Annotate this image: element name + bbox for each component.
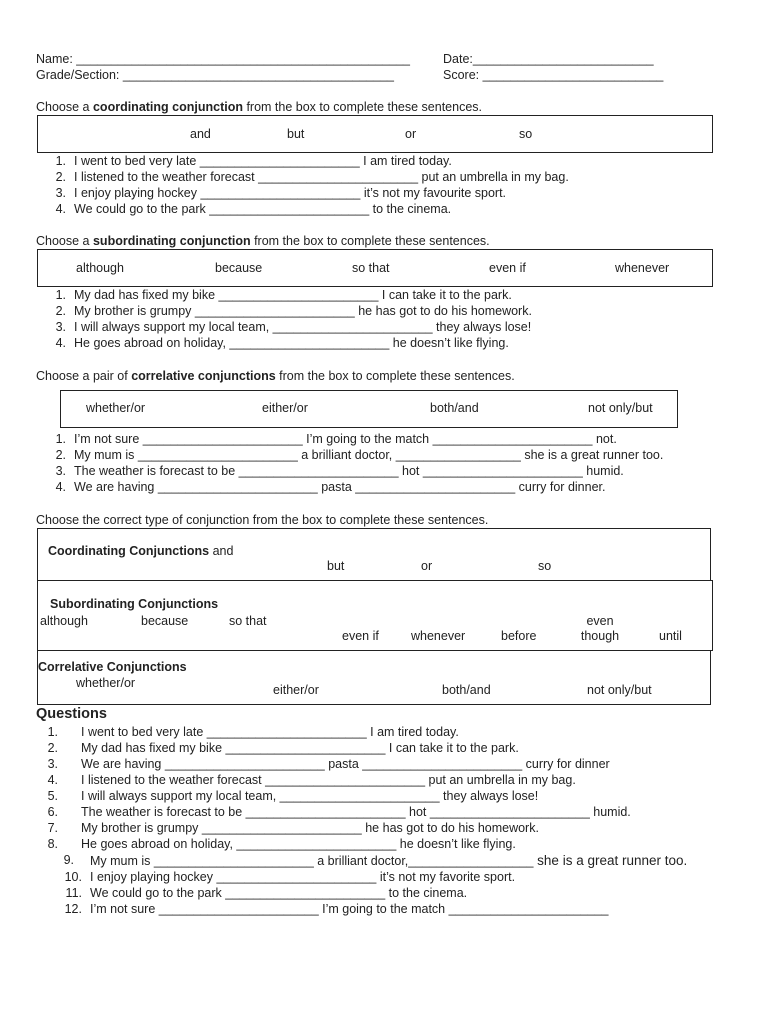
item-number: 12. <box>64 902 82 916</box>
item-number: 1. <box>55 288 66 302</box>
item-number: 3. <box>47 757 58 771</box>
word-box-item: or <box>421 559 433 573</box>
section1-instruction <box>36 100 482 114</box>
word-box-item: so that <box>352 261 390 275</box>
word-box-item: whenever <box>615 261 670 275</box>
list-item: He goes abroad on holiday, _______________________ he doesn’t like flying. <box>74 336 509 350</box>
word-box-item: both/and <box>442 683 491 697</box>
grade-section-field[interactable]: Grade/Section: _______________________________________ <box>36 68 394 82</box>
list-item: I went to bed very late _______________________ I am tired today. <box>74 154 452 168</box>
list-item: I will always support my local team, _______________________ they always lose! <box>81 789 539 803</box>
word-box-item: so that <box>229 614 267 628</box>
item-number: 6. <box>47 805 58 819</box>
section3-instruction-post: from the box to complete these sentences. <box>275 369 515 383</box>
section3-instruction <box>36 369 515 383</box>
word-box-item: either/or <box>262 401 308 415</box>
word-box-item: or <box>405 127 417 141</box>
word-box-item: because <box>215 261 263 275</box>
list-item: We are having _______________________ pasta _______________________ curry for dinner <box>81 757 610 771</box>
list-item: I will always support my local team, _______________________ they always lose! <box>74 320 532 334</box>
item-number: 9. <box>63 853 74 867</box>
list-item-tail: she is a great runner too. <box>533 853 688 868</box>
list-item: I enjoy playing hockey _______________________ it’s not my favourite sport. <box>74 186 507 200</box>
word-box-item: whether/or <box>86 401 146 415</box>
section2-instruction-post: from the box to complete these sentences. <box>250 234 490 248</box>
date-field[interactable]: Date:__________________________ <box>443 52 654 66</box>
coordinating-group-title <box>48 544 233 558</box>
word-box-item: not only/but <box>588 401 653 415</box>
list-item: I listened to the weather forecast _______________________ put an umbrella in my bag. <box>74 170 569 184</box>
list-item: I’m not sure _______________________ I’m going to the match _______________________ not. <box>74 432 617 446</box>
item-number: 11. <box>65 886 82 900</box>
list-item: The weather is forecast to be _______________________ hot _______________________ humid. <box>81 805 631 819</box>
word-box-item: so <box>538 559 552 573</box>
list-item: We could go to the park _______________________ to the cinema. <box>74 202 452 216</box>
coordinating-group-label: Coordinating Conjunctions <box>48 544 210 558</box>
word-box-item: although <box>76 261 124 275</box>
coordinating-group-box <box>37 528 711 581</box>
list-item: The weather is forecast to be _______________________ hot _______________________ humid. <box>74 464 624 478</box>
word-box-item: whether/or <box>76 676 136 690</box>
list-item-text: My mum is _______________________ a brilliant doctor,__________________ <box>90 854 534 868</box>
item-number: 4. <box>55 202 66 216</box>
item-number: 1. <box>55 432 66 446</box>
subordinating-word-box <box>37 249 713 287</box>
section2-instruction-bold: subordinating conjunction <box>92 234 251 248</box>
item-number: 10. <box>64 870 82 884</box>
list-item: My brother is grumpy _______________________ he has got to do his homework. <box>81 821 539 835</box>
item-number: 8. <box>47 837 58 851</box>
section2-instruction <box>36 234 490 248</box>
word-box-item: although <box>40 614 88 628</box>
item-number: 5. <box>47 789 58 803</box>
item-number: 2. <box>55 304 66 318</box>
word-box-item: until <box>659 629 682 643</box>
word-box-item: and <box>190 127 211 141</box>
item-number: 4. <box>55 480 66 494</box>
item-number: 7. <box>47 821 58 835</box>
correlative-group-box <box>37 650 711 705</box>
section1-instruction-post: from the box to complete these sentences. <box>242 100 483 114</box>
subordinating-group-label: Subordinating Conjunctions <box>50 597 219 611</box>
word-box-item: because <box>141 614 189 628</box>
list-item <box>90 853 687 868</box>
word-box-item: but <box>287 127 305 141</box>
item-number: 4. <box>55 336 66 350</box>
list-item: My brother is grumpy _______________________ he has got to do his homework. <box>74 304 532 318</box>
list-item: We are having _______________________ pasta _______________________ curry for dinner. <box>74 480 606 494</box>
item-number: 2. <box>47 741 58 755</box>
word-box-item: either/or <box>273 683 319 697</box>
questions-heading: Questions <box>36 706 107 722</box>
word-box-item: not only/but <box>587 683 652 697</box>
word-box-item: even if <box>342 629 379 643</box>
section1-instruction-pre: Choose a <box>36 100 93 114</box>
word-box-item: whenever <box>411 629 466 643</box>
section1-instruction-bold: coordinating conjunction <box>92 100 243 114</box>
correlative-group-label: Correlative Conjunctions <box>38 660 187 674</box>
word-box-item: even though <box>580 614 620 643</box>
section3-instruction-bold: correlative conjunctions <box>131 369 276 383</box>
section3-instruction-pre: Choose a pair of <box>36 369 132 383</box>
list-item: He goes abroad on holiday, _______________________ he doesn’t like flying. <box>81 837 516 851</box>
word-box-item: even if <box>489 261 526 275</box>
coordinating-word-box <box>37 115 713 153</box>
item-number: 1. <box>47 725 58 739</box>
list-item: I went to bed very late _______________________ I am tired today. <box>81 725 459 739</box>
item-number: 2. <box>55 170 66 184</box>
section2-instruction-pre: Choose a <box>36 234 93 248</box>
item-number: 2. <box>55 448 66 462</box>
word-box-item: before <box>501 629 537 643</box>
word-box-item: so <box>519 127 533 141</box>
word-box-item: but <box>327 559 345 573</box>
list-item: I’m not sure _______________________ I’m going to the match _______________________ <box>90 902 609 916</box>
score-field[interactable]: Score: __________________________ <box>443 68 664 82</box>
list-item: I enjoy playing hockey _______________________ it’s not my favorite sport. <box>90 870 516 884</box>
list-item: My mum is _______________________ a brilliant doctor, __________________ she is a great runner too. <box>74 448 664 462</box>
correlative-word-box <box>60 390 678 428</box>
item-number: 3. <box>55 464 66 478</box>
list-item: We could go to the park _______________________ to the cinema. <box>90 886 468 900</box>
list-item: My dad has fixed my bike _______________________ I can take it to the park. <box>81 741 519 755</box>
item-number: 4. <box>47 773 58 787</box>
word-box-item: both/and <box>430 401 479 415</box>
item-number: 3. <box>55 186 66 200</box>
item-number: 1. <box>55 154 66 168</box>
list-item: I listened to the weather forecast _______________________ put an umbrella in my bag. <box>81 773 576 787</box>
list-item: My dad has fixed my bike _______________________ I can take it to the park. <box>74 288 512 302</box>
word-box-item: and <box>212 544 234 558</box>
item-number: 3. <box>55 320 66 334</box>
name-field[interactable]: Name: ________________________________________________ <box>36 52 410 66</box>
section4-instruction: Choose the correct type of conjunction from the box to complete these sentences. <box>36 513 489 527</box>
subordinating-group-box <box>37 580 713 651</box>
